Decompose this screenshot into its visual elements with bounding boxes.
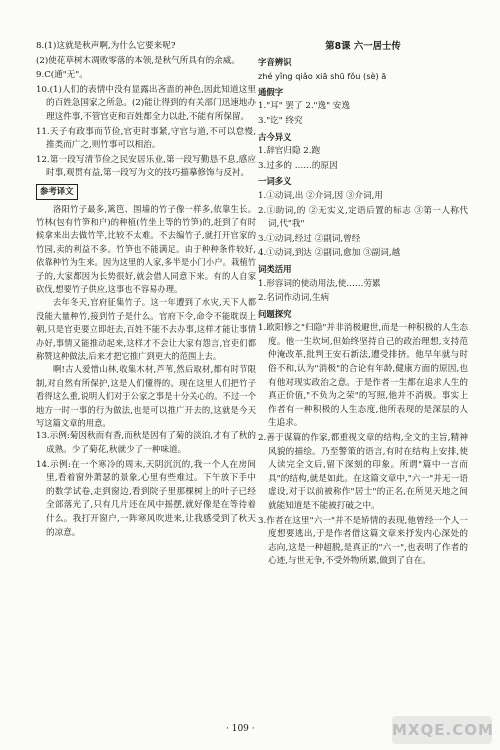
answer-item: 8.(1)这就是秋声啊,为什么它要来呢?	[36, 41, 176, 51]
answer-item: 11.天子有政事而节俭,官吏时事紧,守官与道,不可以怠慢,推类而广之,则竹事可以相治。	[36, 126, 256, 151]
reference-translation-label: 参考译文	[36, 184, 78, 200]
tongjia-item: 1."耳" 罢了 2."逸" 安逸	[258, 101, 350, 112]
huoyong-item: 1.形容词的使动用法,使……劳累	[258, 278, 381, 289]
guyi-item: 1.辞官归隐 2.跑	[258, 146, 321, 157]
guyi-item: 3.过多的 ……的原因	[258, 160, 338, 171]
yici-item: 2.①助词,的 ②无实义,定语后置的标志 ③第一人称代词,代"我"	[258, 205, 468, 230]
section-heading-tongjia: 通假字	[258, 86, 284, 97]
translation-paragraph: 去年冬天,官府征集竹子。这一年遭到了水灾,天下人都没能大量种竹,接到竹子是什么。官府下令,命令不能耽误上朝,只是官吏要立即赶去,百姓不能不去办事,这样才能让事情办好,事情又能推动起来,这样才不会让大家有怨言,官吏们都称赞这种做法,后来才把它推广到更大的范围上去。	[36, 297, 256, 361]
translation-paragraph: 洛阳竹子最多,篱笆、围墙的竹子像一样多,依靠生长。竹林(包有竹笋和户)的种植(竹坐上等的竹笋)的,赶到了有时候拿来出去做竹竿,比较不太难。不去编竹子,就打开官家的竹园,卖的利益不多。竹笋也不能满足。由于种种条件较好,依靠种竹为生来。因为这里的人家,多半是小门小户。栽植竹子的,大家都因为长势很好,就会借人同意下来。有的人自家砍伐,想要竹子供应,这事也不容易办理。	[36, 203, 256, 294]
answer-item: 9.C(通"无"。	[36, 70, 88, 81]
pinyin-line: zhé yǐng qiǎo xiā shū fǒu (sè) ā	[258, 71, 387, 82]
section-heading-wenti: 问题探究	[258, 308, 292, 319]
section-heading-huoyong: 词类活用	[258, 263, 292, 274]
section-heading-guyi: 古今异义	[258, 131, 292, 142]
translation-paragraph: 啊!古人爱惜山林,收集木材,芦苇,然后取材,都有时节限制,对自然有所保护,这是人们懂得的。现在这里人们把竹子看得这么重,说明人们对于公家之事是十分关心的。不过一个地方一时一事的行为做法,也是可以推广开去的,这就是今天写这篇文章的用意。	[36, 364, 256, 429]
yici-item: 4.①动词,到达 ②副词,愈加 ③副词,越	[258, 248, 401, 259]
answer-item: 14.示例:在一个寒冷的周末,天阴沉沉的,我一个人在房间里,看着窗外萧瑟的景象,心里有些难过。下午放下手中的数学试卷,走到窗边,看到院子里那棵树上的叶子已经全部落光了,只有几片还在风中摇摆,就好像是在等待着什么。我打开窗户,一阵寒风吹进来,让我感受到了秋天的凉意。	[36, 459, 256, 538]
answer-item: (2)使花草树木凋败零落的本领,是秋气所具有的余威。	[36, 55, 240, 66]
huoyong-item: 2.名词作动词,生病	[258, 293, 330, 304]
answers-list-b	[36, 430, 256, 540]
section-heading-yici: 一词多义	[258, 176, 292, 187]
answers-list-a	[36, 40, 256, 181]
left-column	[36, 40, 256, 541]
yici-item: 1.①动词,出 ②介词,因 ③介词,用	[258, 190, 383, 201]
lesson-title: 第8课 六一居士传	[325, 41, 401, 52]
answer-item: 13.示例:菊因秋而有香,而秋是因有了菊的淡泊,才有了秋的成熟。少了菊花,秋就少了一种味道。	[36, 431, 256, 456]
answer-item: 10.(1)人们的表情中没有显露出吝啬的神色,因此知道这里的百姓急国家之所急。(2)能让得到的有关部门迅速地办理这件事,不管官吏和百姓都全力以赴,不能有所保留。	[36, 84, 256, 122]
wenti-item: 2.善于谋篇的作家,都重视文章的结构,全文的主旨,精神风貌的描绘。乃至警策的语言,有时在结构上安排,使人读完全文后,留下深刻的印象。所谓"篇中一言而具"的结构,就是如此。在这篇文章中,"六一"并无一语虚设,对于以前被称作"居士"的正名,在所见天地之间就能知道是不能被打破之中。	[258, 433, 468, 511]
answer-item: 12.第一段写清节俭之民安居乐业,第一段写勤恳不息,感应时事,观贯有益,第一段写为文的技巧描摹修饰与反衬。	[36, 154, 256, 179]
yici-item: 3.①动词,经过 ②副词,曾经	[258, 233, 361, 244]
translation-text	[36, 203, 256, 431]
section-heading-pinyin: 字音辨识	[258, 56, 292, 67]
wenti-item: 3.作者在这里"六一"并不是矫情的表现,他曾经一个人一度想要逃出,于是作者借这篇文章来抒发内心深处的志向,这是一种超脱,是真正的"六一",也表明了作者的心迹,与世无争,不受外物所累,做到了自在。	[258, 515, 468, 567]
watermark-logo: MXQE.COM	[392, 716, 492, 744]
tongjia-item: 3."讫" 终究	[258, 115, 303, 126]
page-number: · 109 ·	[226, 724, 255, 734]
wenti-item: 1.欧阳修之"归隐"并非消极避世,而是一种积极的人生态度。他一生坎坷,但始终坚持自己的政治理想,支持范仲淹改革,批判王安石新法,遭受排挤。他早年就与时俗不和,认为"消极"的合论有年龄,健康方面的原因,也有他对现实政治之意。于是作者一生都在追求人生的真正价值,"不负为之荣"的写照,他并不消极。事实上作者有一种积极的人生态度,他所表现的是深层的人生追求。	[258, 323, 468, 429]
right-column	[258, 40, 468, 570]
